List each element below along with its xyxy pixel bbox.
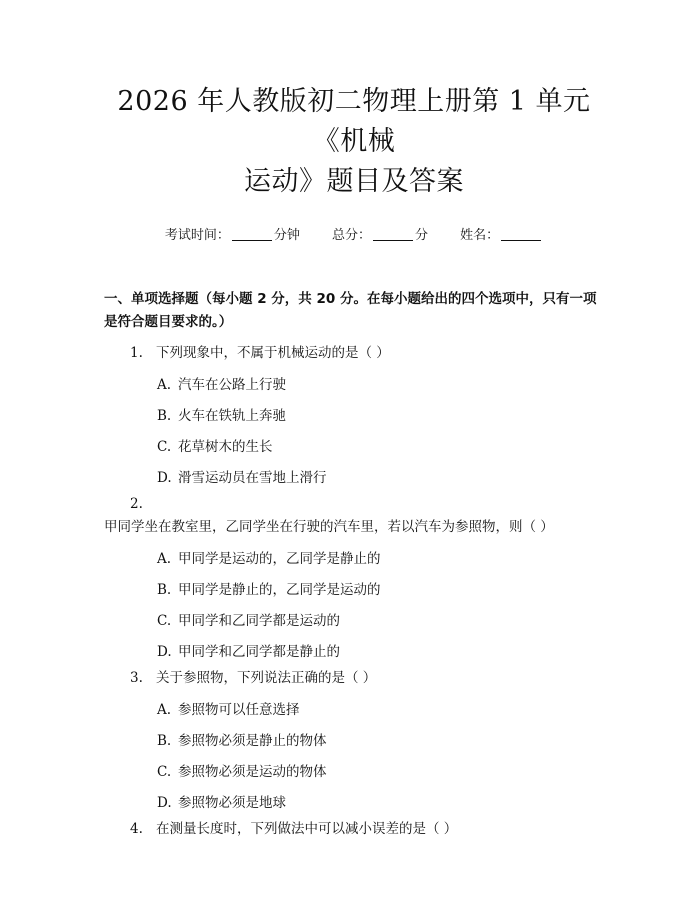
question-stem: [104, 493, 604, 539]
answer-option: [157, 437, 604, 458]
total-score-label: 总分：: [331, 228, 371, 243]
answer-option: [157, 700, 604, 721]
option-text: 参照物必须是静止的物体: [178, 733, 327, 749]
option-text: 甲同学和乙同学都是运动的: [178, 613, 340, 629]
question-stem: [104, 667, 604, 690]
question-number: 3.: [130, 670, 143, 686]
question-stem: [104, 818, 604, 841]
question-number: 2.: [130, 496, 143, 512]
question-text: 关于参照物，下列说法正确的是（ ）: [156, 670, 377, 686]
answer-option: [157, 762, 604, 783]
question-stem: [104, 342, 604, 365]
exam-time-label: 考试时间：: [164, 228, 230, 243]
option-letter: A.: [157, 702, 172, 718]
exam-info: [104, 226, 604, 246]
option-letter: C.: [157, 613, 172, 629]
option-text: 甲同学和乙同学都是静止的: [178, 644, 340, 660]
question-item: [104, 818, 604, 841]
option-text: 汽车在公路上行驶: [178, 377, 286, 393]
option-letter: C.: [157, 764, 172, 780]
question-text: 在测量长度时，下列做法中可以减小误差的是（ ）: [156, 821, 458, 837]
section-heading: 一、单项选择题（每小题 2 分，共 20 分。在每小题给出的四个选项中，只有一项是符合题目要求的。）: [104, 291, 597, 330]
option-letter: D.: [157, 795, 172, 811]
option-text: 参照物必须是运动的物体: [178, 764, 327, 780]
option-text: 甲同学是运动的，乙同学是静止的: [178, 551, 381, 567]
total-score-field: [332, 226, 428, 246]
total-score-blank: [373, 240, 413, 241]
exam-time-unit: 分钟: [273, 228, 300, 243]
question-text: 甲同学坐在教室里，乙同学坐在行驶的汽车里，若以汽车为参照物，则（ ）: [104, 519, 554, 535]
option-text: 参照物必须是地球: [178, 795, 286, 811]
answer-option: [157, 611, 604, 632]
answer-option: [157, 580, 604, 601]
title-line-1: 2026 年人教版初二物理上册第 1 单元《机械: [117, 86, 591, 157]
option-letter: A.: [157, 551, 172, 567]
answer-option: [157, 375, 604, 396]
total-score-unit: 分: [415, 228, 429, 243]
option-letter: A.: [157, 377, 172, 393]
question-number: 1.: [130, 345, 143, 361]
student-name-label: 姓名：: [460, 228, 500, 243]
option-letter: B.: [157, 408, 172, 424]
answer-option: [157, 642, 604, 663]
answer-option: [157, 406, 604, 427]
question-list: [104, 342, 604, 841]
answer-option: [157, 731, 604, 752]
exam-time-field: [165, 226, 300, 246]
option-letter: D.: [157, 644, 172, 660]
option-text: 花草树木的生长: [178, 439, 273, 455]
option-letter: B.: [157, 582, 172, 598]
answer-option: [157, 468, 604, 489]
option-text: 甲同学是静止的，乙同学是运动的: [178, 582, 381, 598]
title-line-2: 运动》题目及答案: [244, 166, 464, 197]
exam-time-blank: [232, 240, 272, 241]
student-name-blank: [501, 240, 541, 241]
document-title: [104, 0, 604, 202]
question-number: 4.: [130, 821, 143, 837]
question-item: [104, 342, 604, 489]
option-letter: B.: [157, 733, 172, 749]
option-text: 火车在铁轨上奔驰: [178, 408, 286, 424]
question-text: 下列现象中，不属于机械运动的是（ ）: [156, 345, 390, 361]
option-letter: C.: [157, 439, 172, 455]
question-item: [104, 667, 604, 814]
option-text: 滑雪运动员在雪地上滑行: [178, 470, 327, 486]
answer-option: [157, 549, 604, 570]
question-item: [104, 493, 604, 663]
student-name-field: [460, 226, 543, 246]
option-text: 参照物可以任意选择: [178, 702, 300, 718]
option-letter: D.: [157, 470, 172, 486]
answer-option: [157, 793, 604, 814]
